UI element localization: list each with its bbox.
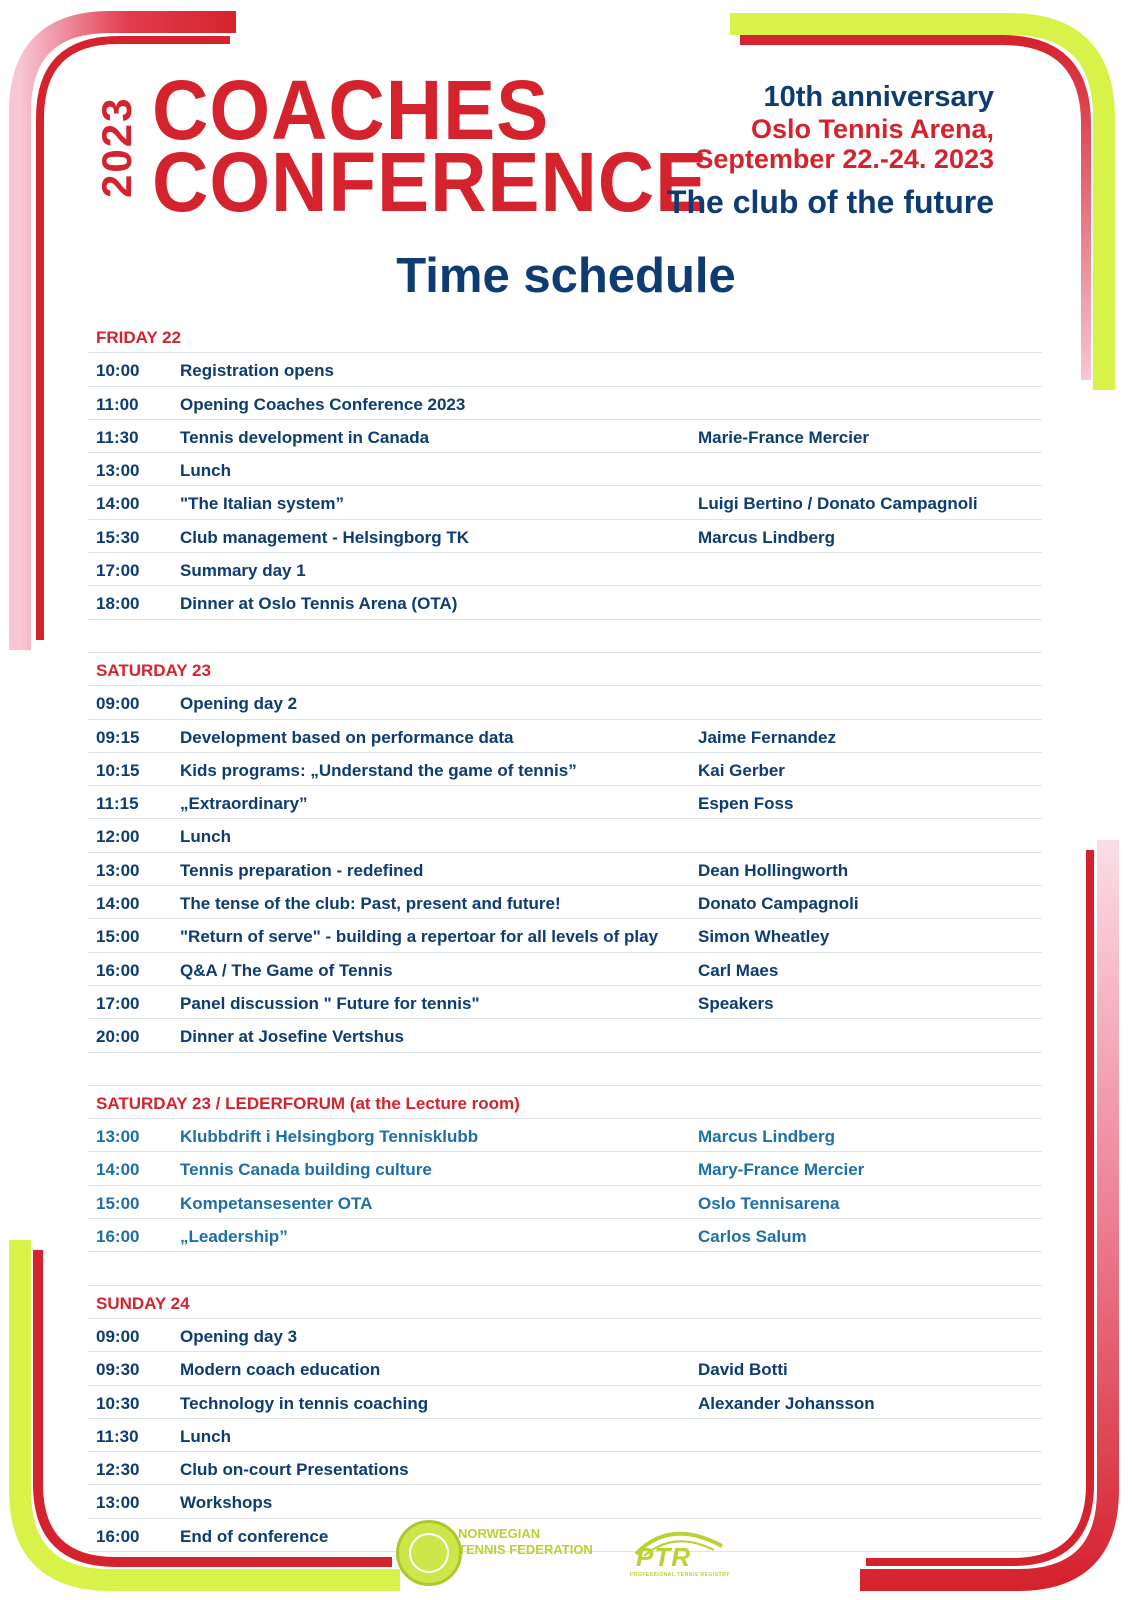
- row-time: 14:00: [96, 494, 140, 514]
- schedule-row: [88, 1319, 1042, 1352]
- spacer-row: [88, 1252, 1042, 1285]
- sponsor-logos: [396, 1520, 756, 1590]
- brand-line-conference: CONFERENCE: [152, 135, 709, 229]
- row-time: 10:00: [96, 361, 140, 381]
- day-heading-label: SATURDAY 23 / LEDERFORUM (at the Lecture room): [96, 1093, 520, 1113]
- row-title: Club on-court Presentations: [180, 1460, 409, 1480]
- row-title: Opening day 2: [180, 694, 298, 714]
- row-title: The tense of the club: Past, present and future!: [180, 894, 561, 914]
- schedule-row: [88, 1386, 1042, 1419]
- schedule-row: [88, 1419, 1042, 1452]
- row-speaker: Mary-France Mercier: [698, 1160, 865, 1180]
- row-time: 14:00: [96, 1160, 140, 1180]
- row-title: Development based on performance data: [180, 727, 514, 747]
- row-speaker: Espen Foss: [698, 794, 794, 814]
- row-time: 17:00: [96, 561, 140, 581]
- schedule-row: [88, 953, 1042, 986]
- row-time: 11:15: [96, 794, 139, 814]
- schedule-row: [88, 819, 1042, 852]
- schedule-row: [88, 986, 1042, 1019]
- row-title: Workshops: [180, 1493, 273, 1513]
- schedule-row: [88, 353, 1042, 386]
- spacer-row: [88, 1053, 1042, 1086]
- row-title: Opening day 3: [180, 1326, 298, 1346]
- row-title: Q&A / The Game of Tennis: [180, 960, 393, 980]
- row-time: 16:00: [96, 1526, 140, 1546]
- row-speaker: Donato Campagnoli: [698, 894, 859, 914]
- schedule-row: [88, 786, 1042, 819]
- row-title: Club management - Helsingborg TK: [180, 527, 470, 547]
- row-time: 13:00: [96, 1493, 140, 1513]
- row-time: 15:00: [96, 927, 140, 947]
- row-title: Summary day 1: [180, 561, 306, 581]
- row-speaker: Carl Maes: [698, 960, 779, 980]
- schedule-row: [88, 1219, 1042, 1252]
- row-title: Panel discussion " Future for tennis": [180, 993, 480, 1013]
- row-speaker: Luigi Bertino / Donato Campagnoli: [698, 494, 978, 514]
- row-speaker: Dean Hollingworth: [698, 860, 849, 880]
- row-time: 14:00: [96, 894, 140, 914]
- schedule-row: [88, 886, 1042, 919]
- row-time: 20:00: [96, 1027, 140, 1047]
- day-heading-saturday: [88, 653, 1042, 686]
- row-time: 13:00: [96, 1127, 140, 1147]
- schedule-row: [88, 586, 1042, 619]
- schedule-row: [88, 753, 1042, 786]
- row-time: 09:00: [96, 1326, 140, 1346]
- day-heading-friday: [88, 320, 1042, 353]
- row-time: 09:15: [96, 727, 140, 747]
- row-speaker: Alexander Johansson: [698, 1393, 875, 1413]
- row-time: 10:30: [96, 1393, 140, 1413]
- row-speaker: Oslo Tennisarena: [698, 1193, 840, 1213]
- schedule-row: [88, 853, 1042, 886]
- row-speaker: Jaime Fernandez: [698, 727, 836, 747]
- schedule-row: [88, 1352, 1042, 1385]
- row-speaker: David Botti: [698, 1360, 788, 1380]
- row-time: 09:30: [96, 1360, 140, 1380]
- ntf-badge-icon: [396, 1520, 462, 1586]
- ntf-logo-text: [458, 1526, 593, 1558]
- ptr-logo-text: PTR: [636, 1542, 691, 1572]
- row-time: 18:00: [96, 594, 140, 614]
- row-title: Kompetansesenter OTA: [180, 1193, 373, 1213]
- schedule-row: [88, 919, 1042, 952]
- row-title: „Leadership”: [180, 1227, 288, 1247]
- row-title: Dinner at Josefine Vertshus: [180, 1027, 404, 1047]
- row-title: "Return of serve" - building a repertoar for all levels of play: [180, 927, 659, 947]
- row-time: 12:00: [96, 827, 140, 847]
- row-speaker: Speakers: [698, 993, 774, 1013]
- row-speaker: Simon Wheatley: [698, 927, 830, 947]
- row-title: Tennis preparation - redefined: [180, 860, 424, 880]
- row-title: Lunch: [180, 827, 231, 847]
- ntf-line2: TENNIS FEDERATION: [458, 1542, 593, 1557]
- row-time: 15:30: [96, 527, 140, 547]
- row-speaker: Marcus Lindberg: [698, 1127, 835, 1147]
- day-heading-sunday: [88, 1286, 1042, 1319]
- schedule-row: [88, 1152, 1042, 1185]
- schedule-row: [88, 520, 1042, 553]
- row-time: 09:00: [96, 694, 140, 714]
- row-time: 16:00: [96, 960, 140, 980]
- row-title: Lunch: [180, 1426, 231, 1446]
- row-title: Technology in tennis coaching: [180, 1393, 429, 1413]
- row-time: 12:30: [96, 1460, 140, 1480]
- row-speaker: Kai Gerber: [698, 760, 785, 780]
- row-time: 16:00: [96, 1227, 140, 1247]
- schedule-title: Time schedule: [396, 249, 736, 303]
- ptr-subtitle: PROFESSIONAL TENNIS REGISTRY: [630, 1572, 730, 1578]
- row-time: 13:00: [96, 860, 140, 880]
- schedule-row: [88, 1019, 1042, 1052]
- row-speaker: Marie-France Mercier: [698, 427, 870, 447]
- row-title: Modern coach education: [180, 1360, 381, 1380]
- venue-text: Oslo Tennis Arena,: [750, 114, 994, 144]
- schedule-row: [88, 1186, 1042, 1219]
- row-time: 17:00: [96, 993, 140, 1013]
- spacer-row: [88, 620, 1042, 653]
- schedule-row: [88, 553, 1042, 586]
- row-title: Tennis development in Canada: [180, 427, 430, 447]
- row-title: Opening Coaches Conference 2023: [180, 394, 466, 414]
- schedule-table: [88, 320, 1042, 1552]
- row-time: 11:30: [96, 427, 139, 447]
- day-heading-lederforum: [88, 1086, 1042, 1119]
- row-time: 10:15: [96, 760, 140, 780]
- schedule-row: [88, 1119, 1042, 1152]
- schedule-row: [88, 453, 1042, 486]
- row-time: 15:00: [96, 1193, 140, 1213]
- row-title: Dinner at Oslo Tennis Arena (OTA): [180, 594, 458, 614]
- row-title: „Extraordinary”: [180, 794, 308, 814]
- event-info: [667, 80, 994, 220]
- row-speaker: Carlos Salum: [698, 1227, 807, 1247]
- ntf-line1: NORWEGIAN: [458, 1526, 541, 1541]
- schedule-row: [88, 1485, 1042, 1518]
- row-speaker: Marcus Lindberg: [698, 527, 835, 547]
- anniversary-text: 10th anniversary: [763, 81, 994, 113]
- conference-year: 2023: [93, 96, 140, 198]
- schedule-row: [88, 486, 1042, 519]
- row-title: Lunch: [180, 461, 231, 481]
- row-title: Registration opens: [180, 361, 334, 381]
- schedule-row: [88, 686, 1042, 719]
- row-time: 11:00: [96, 394, 139, 414]
- schedule-row: [88, 720, 1042, 753]
- brand-line-coaches: COACHES: [152, 63, 550, 157]
- row-time: 11:30: [96, 1426, 139, 1446]
- schedule-row: [88, 1452, 1042, 1485]
- schedule-row: [88, 387, 1042, 420]
- row-title: Klubbdrift i Helsingborg Tennisklubb: [180, 1127, 479, 1147]
- dates-text: September 22.-24. 2023: [695, 144, 994, 174]
- day-heading-label: SUNDAY 24: [96, 1293, 190, 1313]
- day-heading-label: SATURDAY 23: [96, 660, 211, 680]
- day-heading-label: FRIDAY 22: [96, 328, 182, 347]
- row-title: "The Italian system”: [180, 494, 344, 514]
- row-title: Tennis Canada building culture: [180, 1160, 432, 1180]
- row-title: End of conference: [180, 1526, 329, 1546]
- schedule-row: [88, 420, 1042, 453]
- tagline-text: The club of the future: [666, 184, 994, 220]
- row-time: 13:00: [96, 461, 140, 481]
- conference-brand: [152, 63, 709, 229]
- row-title: Kids programs: „Understand the game of tennis”: [180, 760, 577, 780]
